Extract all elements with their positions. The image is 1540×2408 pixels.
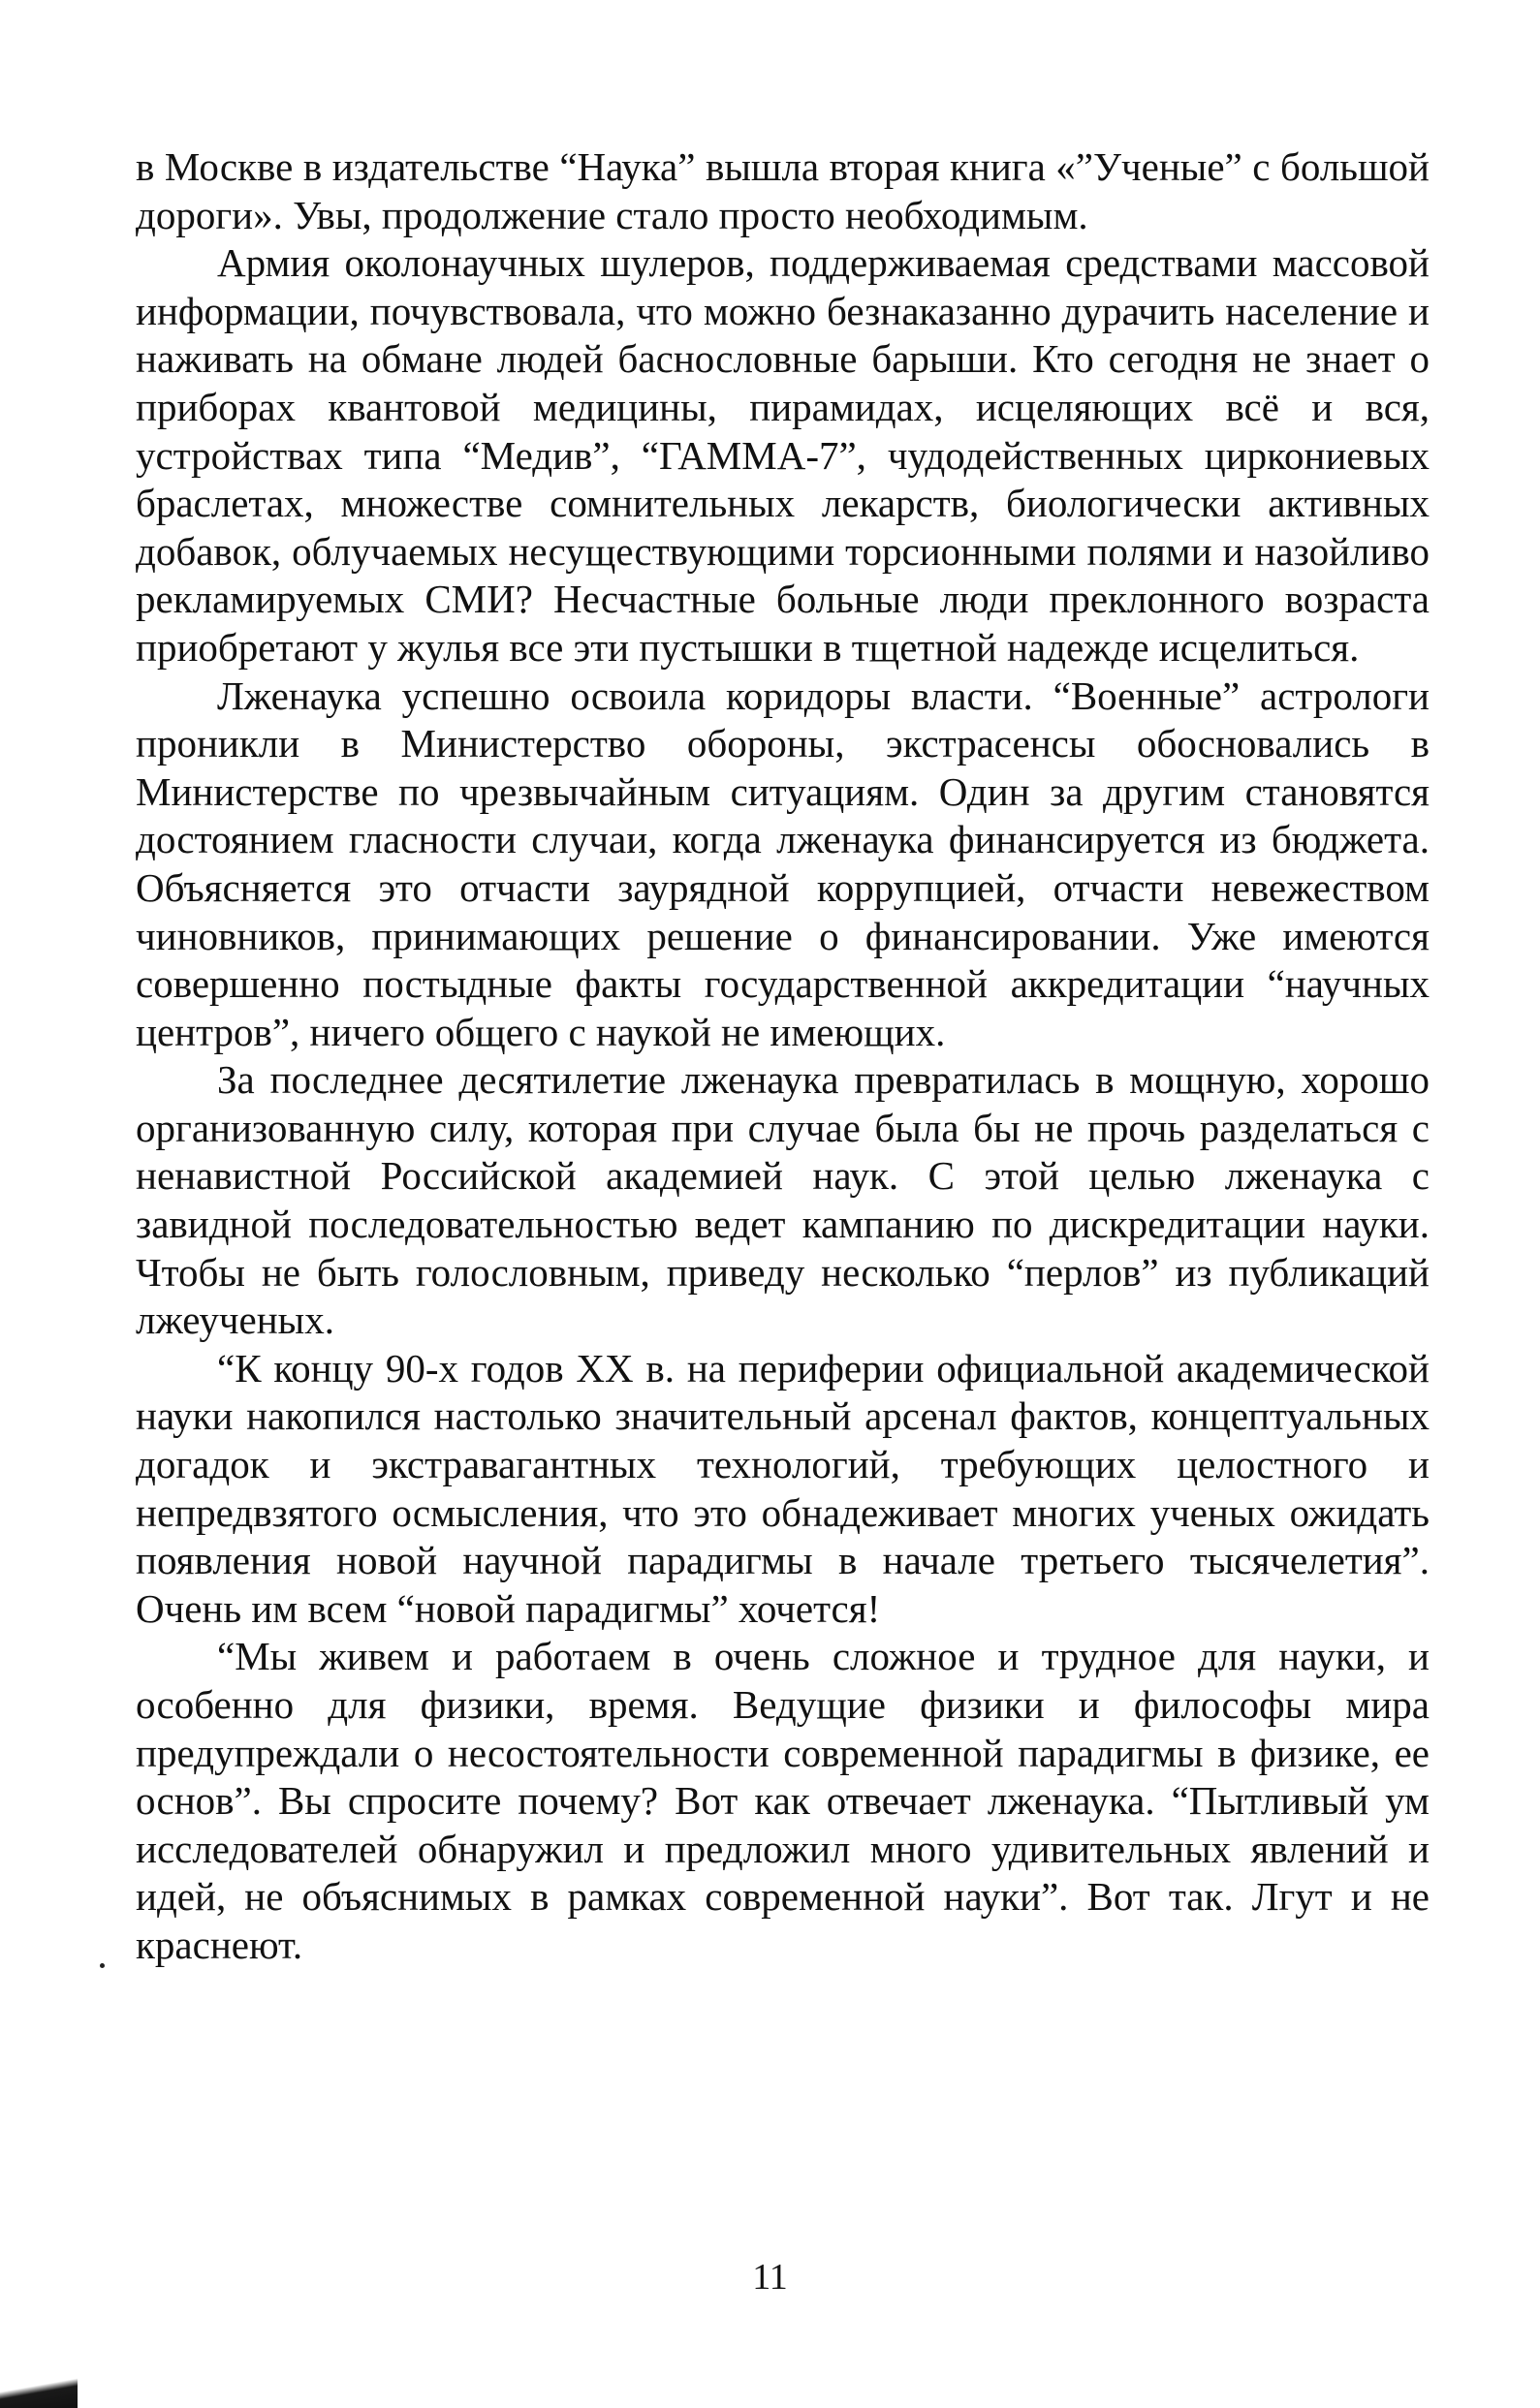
margin-mark (100, 1963, 105, 1968)
paragraph-quote-physics: “Мы живем и работаем в очень сложное и трудное для науки, и особенно для физики, время. Ведущие физики и философы мира предупреждали о несостоятельности современной парадигмы в физике, ее основ”. Вы спросите почему? Вот как отвечает лженаука. “Пытливый ум исследователей обнаружил и предложил много удивительных явлений и идей, не объяснимых в рамках современной науки”. Вот так. Лгут и не краснеют. (136, 1634, 1430, 1967)
paragraph-quote-new-paradigm: “К концу 90-х годов XX в. на периферии официальной академической науки накопился настолько значительный арсенал фактов, концептуальных догадок и экстравагантных технологий, требующих целостного и непредвзятого осмысления, что это обнадеживает многих ученых ожидать появления новой научной парадигмы в начале третьего тысячелетия”. Очень им всем “новой парадигмы” хочется! (136, 1345, 1430, 1631)
paragraph-corridors-of-power: Лженаука успешно освоила коридоры власти. “Военные” астрологи проникли в Министерство обороны, экстрасенсы обосновались в Министерстве по чрезвычайным ситуациям. Один за другим становятся достоянием гласности случаи, когда лженаука финансируется из бюджета. Объясняется это отчасти заурядной коррупцией, отчасти невежеством чиновников, принимающих решение о финансировании. Уже имеются совершенно постыдные факты государственной аккредитации “научных центров”, ничего общего с наукой не имеющих. (136, 672, 1430, 1054)
paragraph-organized-force: За последнее десятилетие лженаука превратилась в мощную, хорошо организованную силу, которая при случае была бы не прочь разделаться с ненавистной Российской академией наук. С этой целью лженаука с завидной последовательностью ведет кампанию по дискредитации науки. Чтобы не быть голословным, приведу несколько “перлов” из публикаций лжеученых. (136, 1057, 1430, 1343)
paragraph-pseudoscience-army: Армия околонаучных шулеров, поддерживаемая средствами массовой информации, почувствовала, что можно безнаказанно дурачить население и наживать на обмане людей баснословные барыши. Кто сегодня не знает о приборах квантовой медицины, пирамидах, исцеляющих всё и вся, устройствах типа “Медив”, “ГАММА-7”, чудодейственных циркониевых браслетах, множестве сомнительных лекарств, биологически активных добавок, облучаемых несуществующими торсионными полями и назойливо рекламируемых СМИ? Несчастные больные люди преклонного возраста приобретают у жулья все эти пустышки в тщетной надежде исцелиться. (136, 240, 1430, 670)
page-number: 11 (752, 2257, 788, 2298)
body-text (136, 143, 1430, 1970)
paragraph-continuation: в Москве в издательстве “Наука” вышла вторая книга «”Ученые” с большой дороги». Увы, продолжение стало просто необходимым. (136, 144, 1430, 237)
scan-artifact (0, 2372, 78, 2408)
